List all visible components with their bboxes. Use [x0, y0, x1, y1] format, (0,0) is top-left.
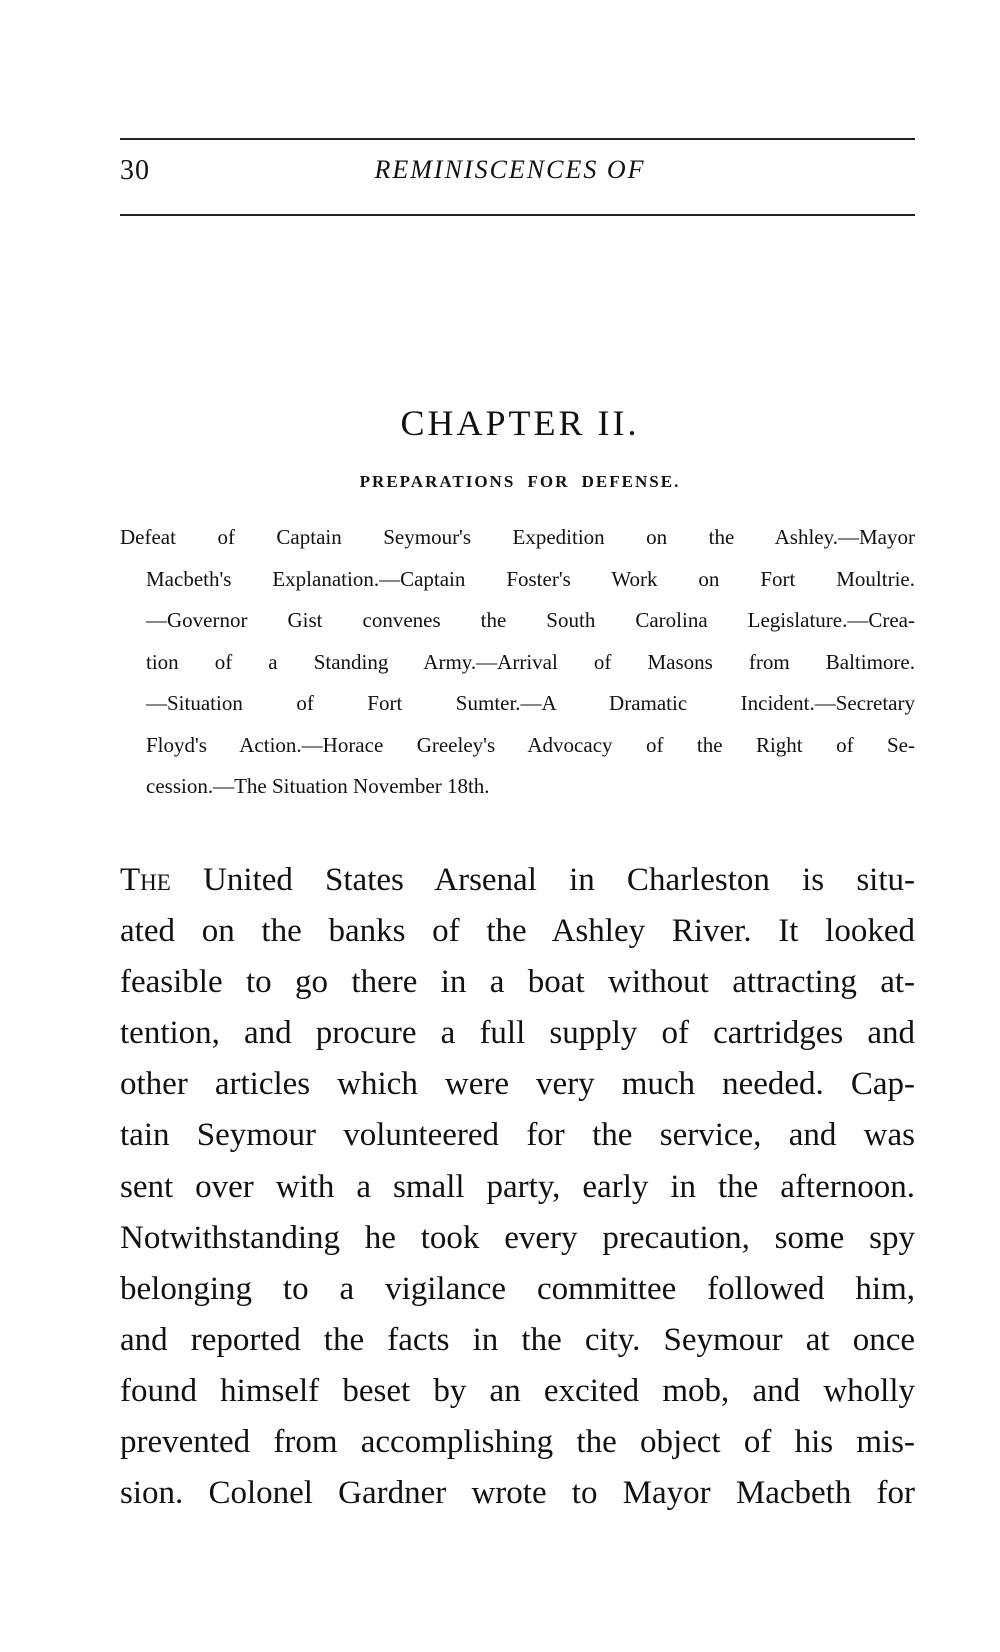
synopsis-line: cession.—The Situation November 18th. — [146, 774, 490, 798]
synopsis-line: Macbeth's Explanation.—Captain Foster's Work on Fort Moultrie. — [146, 566, 915, 591]
body-line: tain Seymour volunteered for the service, and was — [120, 1117, 915, 1154]
synopsis-line: Defeat of Captain Seymour's Expedition on the Ashley.—Mayor — [120, 525, 915, 549]
synopsis-line: —Situation of Fort Sumter.—A Dramatic Incident.—Secretary — [146, 691, 915, 715]
body-line: belonging to a vigilance committee followed him, — [120, 1270, 915, 1307]
body-line: other articles which were very much needed. Cap- — [120, 1066, 915, 1103]
opening-word: The — [120, 862, 171, 898]
chapter-synopsis — [120, 524, 915, 815]
body-line: Notwithstanding he took every precaution, some spy — [120, 1219, 915, 1256]
body-line: ated on the banks of the Ashley River. It looked — [120, 913, 915, 950]
body-line: The United States Arsenal in Charleston is situ- — [120, 862, 915, 898]
body-line: found himself beset by an excited mob, and wholly — [120, 1372, 915, 1409]
body-line: prevented from accomplishing the object of his mis- — [120, 1424, 915, 1461]
body-line: sion. Colonel Gardner wrote to Mayor Macbeth for — [120, 1475, 915, 1512]
chapter-title: CHAPTER II. — [400, 403, 640, 443]
body-paragraph — [120, 860, 915, 1524]
synopsis-line: —Governor Gist convenes the South Carolina Legislature.—Crea- — [146, 608, 915, 632]
header-bottom-rule — [120, 214, 915, 216]
header-top-rule — [120, 138, 915, 140]
synopsis-line: Floyd's Action.—Horace Greeley's Advocacy of the Right of Se- — [146, 732, 915, 757]
running-title: REMINISCENCES OF — [374, 155, 646, 184]
chapter-subtitle: PREPARATIONS FOR DEFENSE. — [359, 472, 681, 491]
page-number: 30 — [120, 155, 150, 186]
body-line: sent over with a small party, early in the afternoon. — [120, 1168, 915, 1205]
body-line: and reported the facts in the city. Seymour at once — [120, 1321, 915, 1358]
synopsis-line: tion of a Standing Army.—Arrival of Masons from Baltimore. — [146, 649, 915, 674]
body-line: tention, and procure a full supply of cartridges and — [120, 1015, 915, 1052]
body-line: feasible to go there in a boat without attracting at- — [120, 964, 915, 1001]
